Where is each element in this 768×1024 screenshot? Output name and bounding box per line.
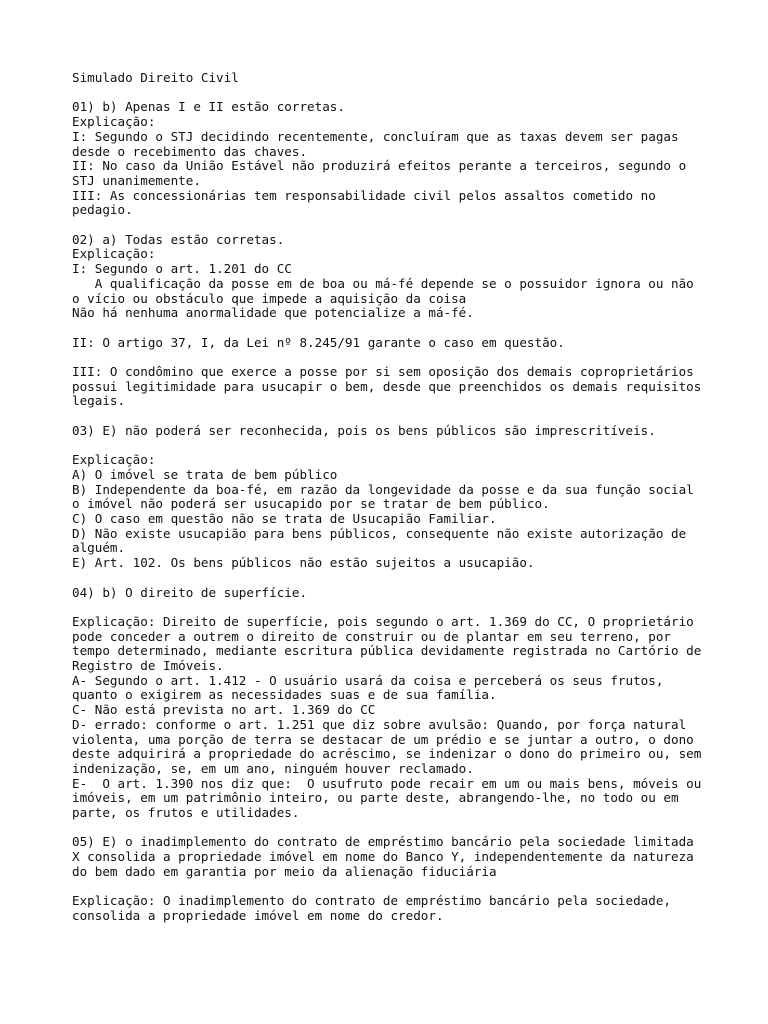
- text-line: D- errado: conforme o art. 1.251 que diz sobre avulsão: Quando, por força natural: [72, 716, 687, 732]
- text-line: 04) b) O direito de superfície.: [72, 584, 308, 600]
- text-line: C- Não está prevista no art. 1.369 do CC: [72, 702, 376, 718]
- text-line: 01) b) Apenas I e II estão corretas.: [72, 99, 345, 115]
- text-line: C) O caso em questão não se trata de Usucapião Familiar.: [72, 511, 497, 526]
- text-line: parte, os frutos e utilidades.: [72, 805, 300, 821]
- text-line: quanto o exigirem as necessidades suas e de sua família.: [72, 687, 497, 703]
- document-page: [72, 71, 712, 924]
- text-line: legais.: [72, 393, 126, 409]
- text-line: [72, 571, 712, 586]
- text-line: Não há nenhuma anormalidade que potencialize a má-fé.: [72, 305, 474, 321]
- text-line: Explicação:: [72, 452, 156, 468]
- text-line: [72, 439, 712, 454]
- text-line: I: Segundo o STJ decidindo recentemente, concluíram que as taxas devem ser pagas: [72, 128, 679, 144]
- text-line: Explicação: O inadimplemento do contrato de empréstimo bancário pela sociedade,: [72, 893, 671, 909]
- text-line: X consolida a propriedade imóvel em nome do Banco Y, independentemente da natureza: [72, 849, 694, 865]
- text-line: III: O condômino que exerce a posse por si sem oposição dos demais coproprietários: [72, 364, 694, 379]
- text-line: E- O art. 1.390 nos diz que: O usufruto pode recair em um ou mais bens, móveis ou: [72, 775, 702, 791]
- text-line: Explicação:: [72, 246, 156, 262]
- text-line: [72, 821, 712, 836]
- text-line: I: Segundo o art. 1.201 do CC: [72, 261, 292, 277]
- text-line: Registro de Imóveis.: [72, 658, 224, 673]
- text-line: Simulado Direito Civil: [72, 70, 239, 85]
- text-line: [72, 218, 712, 233]
- text-line: [72, 321, 712, 336]
- text-line: o vício ou obstáculo que impede a aquisição da coisa: [72, 290, 467, 306]
- text-line: 03) E) não poderá ser reconhecida, pois os bens públicos são imprescritíveis.: [72, 422, 656, 438]
- text-line: A) O imóvel se trata de bem público: [72, 466, 338, 482]
- text-line: III: As concessionárias tem responsabilidade civil pelos assaltos cometido no: [72, 187, 656, 203]
- text-line: [72, 350, 712, 365]
- text-line: indenização, se, em um ano, ninguém houver reclamado.: [72, 760, 474, 776]
- text-line: consolida a propriedade imóvel em nome do credor.: [72, 907, 444, 923]
- text-line: tempo determinado, mediante escritura pública devidamente registrada no Cartório de: [72, 643, 702, 659]
- text-line: [72, 600, 712, 615]
- text-line: [72, 86, 712, 101]
- text-line: B) Independente da boa-fé, em razão da longevidade da posse e da sua função social: [72, 481, 694, 497]
- text-line: violenta, uma porção de terra se destacar de um prédio e se juntar a outro, o dono: [72, 731, 694, 747]
- text-line: II: O artigo 37, I, da Lei nº 8.245/91 garante o caso em questão.: [72, 334, 565, 350]
- text-line: [72, 880, 712, 895]
- text-line: o imóvel não poderá ser usucapido por se tratar de bem público.: [72, 496, 550, 512]
- text-line: A- Segundo o art. 1.412 - O usuário usará da coisa e perceberá os seus frutos,: [72, 672, 664, 688]
- text-line: imóveis, em um patrimônio inteiro, ou parte deste, abrangendo-lhe, no todo ou em: [72, 790, 679, 806]
- text-line: possui legitimidade para usucapir o bem, desde que preenchidos os demais requisitos: [72, 378, 702, 394]
- text-line: E) Art. 102. Os bens públicos não estão sujeitos a usucapião.: [72, 555, 535, 571]
- text-line: D) Não existe usucapião para bens públicos, consequente não existe autorização de: [72, 525, 687, 541]
- text-line: 05) E) o inadimplemento do contrato de empréstimo bancário pela sociedade limitada: [72, 834, 694, 850]
- text-line: [72, 409, 712, 424]
- text-line: desde o recebimento das chaves.: [72, 143, 308, 159]
- text-line: pode conceder a outrem o direito de construir ou de plantar em seu terreno, por: [72, 628, 671, 644]
- text-line: STJ unanimemente.: [72, 172, 201, 188]
- text-line: 02) a) Todas estão corretas.: [72, 231, 285, 247]
- text-line: alguém.: [72, 540, 126, 556]
- text-line: Explicação:: [72, 114, 156, 130]
- text-line: Explicação: Direito de superfície, pois segundo o art. 1.369 do CC, O proprietário: [72, 613, 694, 629]
- text-line: deste adquirirá a propriedade do acréscimo, se indenizar o dono do primeiro ou, sem: [72, 746, 702, 762]
- text-line: A qualificação da posse em de boa ou má-fé depende se o possuidor ignora ou não: [72, 275, 694, 291]
- text-line: pedagio.: [72, 202, 133, 218]
- text-line: do bem dado em garantia por meio da alienação fiduciária: [72, 863, 497, 879]
- text-line: II: No caso da União Estável não produzirá efeitos perante a terceiros, segundo o: [72, 158, 687, 174]
